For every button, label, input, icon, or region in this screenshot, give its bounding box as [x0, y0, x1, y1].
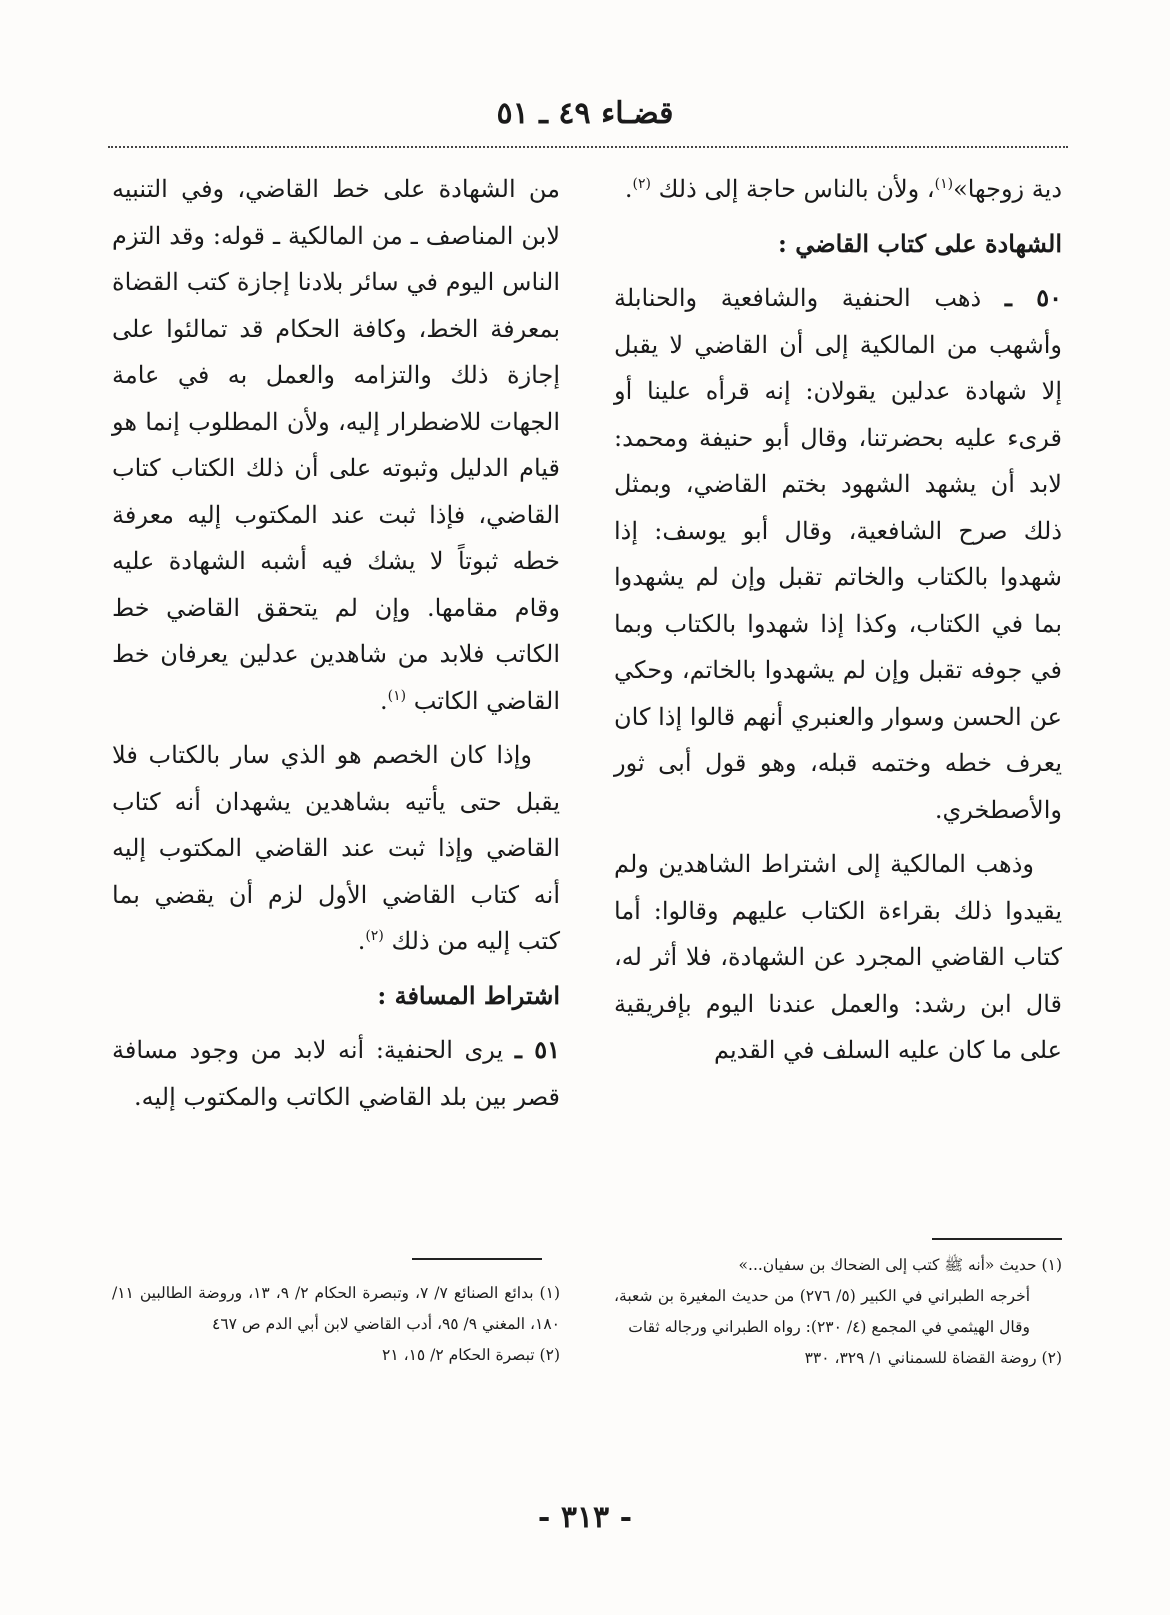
footnote-1 [614, 1250, 1062, 1281]
footnote-label: (٢) [539, 1346, 560, 1364]
footnote-1 [112, 1278, 560, 1340]
footnote-label: (١) [1041, 1256, 1062, 1274]
left-paragraph-2 [112, 732, 560, 965]
footnote-2-text: تبصرة الحكام ٢/ ١٥، ٢١ [382, 1346, 535, 1364]
section-title-judge-letter: الشهادة على كتاب القاضي : [778, 228, 1062, 258]
footnote-divider-left [412, 1258, 542, 1260]
footnotes-right [614, 1250, 1062, 1374]
left-column [112, 166, 560, 1128]
left-p1-end: . [380, 686, 388, 715]
left-p2-end: . [357, 927, 366, 955]
left-p1-text: من الشهادة على خط القاضي، وفي التنبيه لابن المناصف ـ من المالكية ـ قوله: وقد التزم الناس اليوم في سائر بلادنا إجازة كتب القضاة بمعرفة الخط، وكافة الحكام قد تمالئوا على إجازة ذلك والتزامه والعمل به في عامة الجهات للاضطرار إليه، ولأن المطلوب إنما هو قيام الدليل وثبوته على أن ذلك الكتاب كتاب القاضي، فإذا ثبت عند المكتوب إليه معرفة خطه ثبوتاً لا يشك فيه أشبه الشهادة عليه وقام مقامها. وإن لم يتحقق القاضي خط الكاتب فلابد من شاهدين عدلين يعرفان خط القاضي الكاتب [112, 175, 560, 715]
right-p1-text: دية زوجها» [953, 175, 1062, 203]
footnote-divider-right [932, 1238, 1062, 1240]
paragraph-number: ٥٠ ـ [1004, 283, 1062, 312]
right-p1-continuation: ، ولأن بالناس حاجة إلى ذلك [658, 175, 935, 203]
footnote-ref: (٢) [365, 928, 384, 944]
page-number: - ٣١٣ - [537, 1500, 633, 1535]
footnote-2-text: روضة القضاة للسمناني ١/ ٣٢٩، ٣٣٠ [804, 1349, 1037, 1367]
footnotes-left [112, 1278, 560, 1371]
right-paragraph-3: وذهب المالكية إلى اشتراط الشاهدين ولم يقيدوا ذلك بقراءة الكتاب عليهم وقالوا: أما كتاب القاضي المجرد عن الشهادة، فلا أثر له، قال ابن رشد: والعمل عندنا اليوم بإفريقية على ما كان عليه السلف في القديم [614, 850, 1062, 1064]
right-column [614, 166, 1062, 1082]
section-title-distance: اشتراط المسافة : [377, 980, 560, 1010]
footnote-2 [614, 1343, 1062, 1374]
footnote-1-text: بدائع الصنائع ٧/ ٧، وتبصرة الحكام ٢/ ٩، ١٣، وروضة الطالبين ١١/ ١٨٠، المغني ٩/ ٩٥، أدب القاضي لابن أبي الدم ص ٤٦٧ [112, 1284, 560, 1333]
left-paragraph-51 [112, 1027, 560, 1120]
left-p3-text: يرى الحنفية: أنه لابد من وجود مسافة قصر بين بلد القاضي الكاتب والمكتوب إليه. [112, 1036, 560, 1111]
right-p2-text: ذهب الحنفية والشافعية والحنابلة وأشهب من المالكية إلى أن القاضي لا يقبل إلا شهادة عدلين يقولان: إنه قرأه علينا أو قرىء عليه بحضرتنا، وقال أبو حنيفة ومحمد: لابد أن يشهد الشهود بختم القاضي، وبمثل ذلك صرح الشافعية، وقال أبو يوسف: إذا شهدوا بالكتاب والخاتم تقبل وإن لم يشهدوا بما في الكتاب، وكذا إذا شهدوا بالكتاب وبما في جوفه تقبل وإن لم يشهدوا بالخاتم، وحكي عن الحسن وسوار والعنبري أنهم قالوا إذا كان يعرف خطه وختمه قبله، وهو قول أبى ثور والأصطخري. [614, 284, 1062, 824]
page-header: قضـاء ٤٩ ـ ٥١ [496, 96, 674, 131]
left-paragraph-1 [112, 166, 560, 724]
footnote-1-source: أخرجه الطبراني في الكبير (٥/ ٢٧٦) من حديث المغيرة بن شعبة، وقال الهيثمي في المجمع (٤/ ٢٣٠): رواه الطبراني ورجاله ثقات [614, 1287, 1030, 1336]
right-p1-end: . [624, 175, 633, 203]
footnote-ref: (١) [934, 176, 954, 192]
paragraph-number: ٥١ ـ [514, 1035, 561, 1064]
footnote-ref: (١) [387, 687, 407, 704]
footnote-2 [112, 1340, 560, 1371]
footnote-label: (٢) [1041, 1349, 1062, 1367]
right-paragraph-1 [614, 166, 1062, 213]
header-divider [108, 146, 1068, 148]
left-p2-text: وإذا كان الخصم هو الذي سار بالكتاب فلا يقبل حتى يأتيه بشاهدين يشهدان أنه كتاب القاضي وإذا ثبت عند القاضي المكتوب إليه أنه كتاب القاضي الأول لزم أن يقضي بما كتب إليه من ذلك [112, 741, 560, 955]
footnote-ref: (٢) [632, 176, 651, 192]
footnote-1-hadith: حديث «أنه ﷺ كتب إلى الضحاك بن سفيان...» [738, 1256, 1037, 1274]
right-paragraph-50 [614, 275, 1062, 833]
footnote-label: (١) [539, 1284, 560, 1302]
